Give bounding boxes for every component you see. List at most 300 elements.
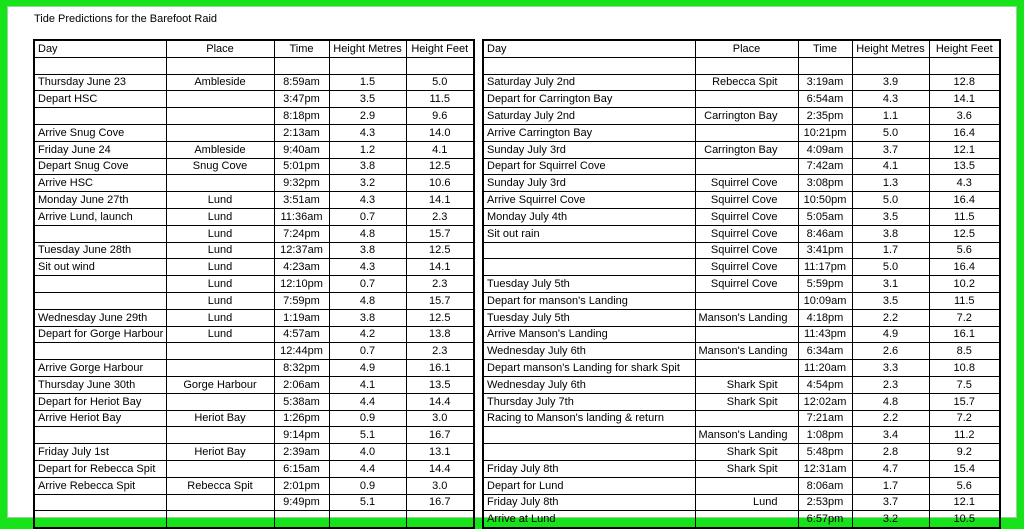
time-cell: 7:59pm bbox=[274, 292, 329, 309]
time-cell: 9:49pm bbox=[274, 494, 329, 511]
height-feet-cell: 11.5 bbox=[929, 208, 1000, 225]
table-row bbox=[34, 460, 474, 477]
day-cell: Depart for Gorge Harbour bbox=[34, 326, 166, 343]
day-cell bbox=[483, 242, 695, 259]
height-feet-cell: 12.1 bbox=[929, 494, 1000, 511]
column-header-height-feet: Height Feet bbox=[406, 40, 474, 57]
height-metres-cell: 3.8 bbox=[852, 225, 929, 242]
tide-sheet bbox=[7, 6, 1017, 526]
day-cell bbox=[34, 343, 166, 360]
table-row bbox=[34, 108, 474, 125]
place-cell bbox=[695, 124, 798, 141]
time-cell: 12:02am bbox=[798, 393, 852, 410]
height-metres-cell: 4.7 bbox=[852, 460, 929, 477]
table-row bbox=[483, 393, 1000, 410]
table-row bbox=[34, 276, 474, 293]
table-row bbox=[34, 158, 474, 175]
height-feet-cell: 3.0 bbox=[406, 410, 474, 427]
time-cell: 9:32pm bbox=[274, 175, 329, 192]
column-header-height-feet: Height Feet bbox=[929, 40, 1000, 57]
time-cell: 5:59pm bbox=[798, 276, 852, 293]
day-cell: Monday July 4th bbox=[483, 208, 695, 225]
place-cell bbox=[166, 343, 274, 360]
time-cell: 6:34am bbox=[798, 343, 852, 360]
height-metres-cell: 4.8 bbox=[852, 393, 929, 410]
day-cell: Saturday July 2nd bbox=[483, 108, 695, 125]
place-cell: Shark Spit bbox=[695, 460, 798, 477]
table-row bbox=[34, 175, 474, 192]
height-metres-cell: 1.3 bbox=[852, 175, 929, 192]
height-metres-cell: 3.8 bbox=[329, 309, 406, 326]
header-row bbox=[483, 40, 1000, 57]
table-row bbox=[34, 376, 474, 393]
height-feet-cell: 12.5 bbox=[929, 225, 1000, 242]
day-cell: Sunday July 3rd bbox=[483, 175, 695, 192]
day-cell: Arrive Lund, launch bbox=[34, 208, 166, 225]
height-metres-cell: 2.2 bbox=[852, 410, 929, 427]
day-cell: Depart for Carrington Bay bbox=[483, 91, 695, 108]
time-cell bbox=[798, 57, 852, 74]
place-cell bbox=[166, 91, 274, 108]
height-metres-cell: 4.0 bbox=[329, 444, 406, 461]
column-header-place: Place bbox=[166, 40, 274, 57]
time-cell: 10:09am bbox=[798, 292, 852, 309]
header-row bbox=[34, 40, 474, 57]
table-row bbox=[483, 309, 1000, 326]
table-row bbox=[483, 158, 1000, 175]
day-cell bbox=[34, 427, 166, 444]
time-cell: 2:13am bbox=[274, 124, 329, 141]
day-cell: Tuesday July 5th bbox=[483, 309, 695, 326]
height-metres-cell: 0.7 bbox=[329, 276, 406, 293]
day-cell bbox=[483, 57, 695, 74]
place-cell: Lund bbox=[166, 192, 274, 209]
height-metres-cell: 4.1 bbox=[329, 376, 406, 393]
height-metres-cell: 2.9 bbox=[329, 108, 406, 125]
table-row bbox=[483, 91, 1000, 108]
table-row bbox=[34, 494, 474, 511]
height-feet-cell: 10.6 bbox=[406, 175, 474, 192]
table-row bbox=[34, 124, 474, 141]
day-cell: Saturday July 2nd bbox=[483, 74, 695, 91]
time-cell: 11:20am bbox=[798, 360, 852, 377]
table-row bbox=[483, 477, 1000, 494]
day-cell: Arrive Rebecca Spit bbox=[34, 477, 166, 494]
place-cell: Rebecca Spit bbox=[166, 477, 274, 494]
height-feet-cell: 7.2 bbox=[929, 309, 1000, 326]
time-cell: 10:21pm bbox=[798, 124, 852, 141]
place-cell: Gorge Harbour bbox=[166, 376, 274, 393]
place-cell bbox=[695, 292, 798, 309]
day-cell: Wednesday July 6th bbox=[483, 343, 695, 360]
time-cell: 5:38am bbox=[274, 393, 329, 410]
table-row bbox=[34, 192, 474, 209]
place-cell bbox=[695, 326, 798, 343]
table-row bbox=[34, 477, 474, 494]
height-feet-cell: 4.3 bbox=[929, 175, 1000, 192]
place-cell: Heriot Bay bbox=[166, 410, 274, 427]
height-feet-cell: 14.1 bbox=[406, 259, 474, 276]
place-cell bbox=[695, 158, 798, 175]
height-metres-cell: 2.3 bbox=[852, 376, 929, 393]
height-metres-cell bbox=[329, 57, 406, 74]
time-cell bbox=[274, 511, 329, 528]
height-feet-cell: 11.5 bbox=[406, 91, 474, 108]
height-metres-cell: 0.7 bbox=[329, 208, 406, 225]
place-cell: Squirrel Cove bbox=[695, 259, 798, 276]
height-feet-cell: 10.5 bbox=[929, 511, 1000, 528]
time-cell: 5:48pm bbox=[798, 444, 852, 461]
time-cell: 2:01pm bbox=[274, 477, 329, 494]
table-row bbox=[34, 292, 474, 309]
time-cell: 8:32pm bbox=[274, 360, 329, 377]
time-cell: 1:19am bbox=[274, 309, 329, 326]
place-cell: Squirrel Cove bbox=[695, 225, 798, 242]
table-row bbox=[34, 393, 474, 410]
time-cell: 12:31am bbox=[798, 460, 852, 477]
table-row bbox=[483, 511, 1000, 528]
height-metres-cell: 4.4 bbox=[329, 460, 406, 477]
height-feet-cell: 2.3 bbox=[406, 208, 474, 225]
place-cell: Squirrel Cove bbox=[695, 192, 798, 209]
height-metres-cell: 3.5 bbox=[852, 292, 929, 309]
place-cell: Manson's Landing bbox=[695, 309, 798, 326]
time-cell: 3:47pm bbox=[274, 91, 329, 108]
day-cell: Friday July 1st bbox=[34, 444, 166, 461]
day-cell: Tuesday June 28th bbox=[34, 242, 166, 259]
height-metres-cell: 5.0 bbox=[852, 259, 929, 276]
table-row bbox=[34, 511, 474, 528]
day-cell: Friday June 24 bbox=[34, 141, 166, 158]
height-feet-cell: 3.0 bbox=[406, 477, 474, 494]
height-feet-cell: 4.1 bbox=[406, 141, 474, 158]
time-cell: 4:09am bbox=[798, 141, 852, 158]
place-cell: Lund bbox=[166, 292, 274, 309]
place-cell bbox=[166, 124, 274, 141]
height-metres-cell: 5.1 bbox=[329, 494, 406, 511]
place-cell bbox=[695, 91, 798, 108]
height-feet-cell bbox=[929, 57, 1000, 74]
place-cell bbox=[695, 360, 798, 377]
place-cell: Ambleside bbox=[166, 141, 274, 158]
height-metres-cell: 3.1 bbox=[852, 276, 929, 293]
day-cell: Depart for Squirrel Cove bbox=[483, 158, 695, 175]
height-feet-cell: 10.2 bbox=[929, 276, 1000, 293]
table-row bbox=[34, 360, 474, 377]
table-row bbox=[34, 343, 474, 360]
height-feet-cell: 13.8 bbox=[406, 326, 474, 343]
day-cell: Friday July 8th bbox=[483, 460, 695, 477]
time-cell: 8:59am bbox=[274, 74, 329, 91]
day-cell bbox=[483, 444, 695, 461]
height-metres-cell: 1.7 bbox=[852, 242, 929, 259]
height-feet-cell: 12.8 bbox=[929, 74, 1000, 91]
table-row bbox=[34, 326, 474, 343]
day-cell bbox=[34, 57, 166, 74]
day-cell: Depart Snug Cove bbox=[34, 158, 166, 175]
height-feet-cell: 15.7 bbox=[406, 292, 474, 309]
day-cell: Thursday June 23 bbox=[34, 74, 166, 91]
place-cell bbox=[166, 494, 274, 511]
height-feet-cell: 14.0 bbox=[406, 124, 474, 141]
place-cell: Carrington Bay bbox=[695, 141, 798, 158]
day-cell: Arrive HSC bbox=[34, 175, 166, 192]
table-row bbox=[483, 292, 1000, 309]
height-feet-cell: 12.1 bbox=[929, 141, 1000, 158]
place-cell: Ambleside bbox=[166, 74, 274, 91]
table-row bbox=[34, 444, 474, 461]
height-metres-cell: 4.9 bbox=[852, 326, 929, 343]
height-metres-cell: 3.3 bbox=[852, 360, 929, 377]
place-cell bbox=[695, 410, 798, 427]
place-cell bbox=[166, 360, 274, 377]
place-cell bbox=[166, 511, 274, 528]
table-row bbox=[483, 124, 1000, 141]
table-row bbox=[34, 225, 474, 242]
time-cell: 12:37am bbox=[274, 242, 329, 259]
day-cell: Sunday July 3rd bbox=[483, 141, 695, 158]
table-row bbox=[483, 57, 1000, 74]
day-cell bbox=[34, 108, 166, 125]
place-cell: Squirrel Cove bbox=[695, 276, 798, 293]
height-metres-cell: 4.8 bbox=[329, 225, 406, 242]
day-cell: Depart for Rebecca Spit bbox=[34, 460, 166, 477]
height-metres-cell: 3.4 bbox=[852, 427, 929, 444]
table-row bbox=[483, 343, 1000, 360]
table-row bbox=[483, 74, 1000, 91]
height-feet-cell: 15.7 bbox=[406, 225, 474, 242]
place-cell: Lund bbox=[166, 225, 274, 242]
place-cell: Rebecca Spit bbox=[695, 74, 798, 91]
height-metres-cell: 4.3 bbox=[329, 259, 406, 276]
height-metres-cell: 4.3 bbox=[852, 91, 929, 108]
time-cell: 7:21am bbox=[798, 410, 852, 427]
height-metres-cell: 3.7 bbox=[852, 141, 929, 158]
height-metres-cell: 0.9 bbox=[329, 410, 406, 427]
tide-table-right bbox=[482, 39, 1001, 529]
place-cell: Snug Cove bbox=[166, 158, 274, 175]
height-metres-cell bbox=[852, 57, 929, 74]
height-feet-cell: 14.1 bbox=[929, 91, 1000, 108]
time-cell bbox=[274, 57, 329, 74]
height-feet-cell: 12.5 bbox=[406, 158, 474, 175]
height-metres-cell: 3.2 bbox=[852, 511, 929, 528]
place-cell: Carrington Bay bbox=[695, 108, 798, 125]
time-cell: 2:39am bbox=[274, 444, 329, 461]
height-metres-cell: 1.1 bbox=[852, 108, 929, 125]
height-metres-cell: 5.0 bbox=[852, 124, 929, 141]
place-cell bbox=[695, 511, 798, 528]
table-row bbox=[483, 326, 1000, 343]
day-cell: Thursday July 7th bbox=[483, 393, 695, 410]
table-row bbox=[483, 427, 1000, 444]
day-cell bbox=[34, 225, 166, 242]
table-row bbox=[483, 242, 1000, 259]
place-cell bbox=[166, 393, 274, 410]
place-cell: Squirrel Cove bbox=[695, 208, 798, 225]
day-cell: Depart for Heriot Bay bbox=[34, 393, 166, 410]
column-header-time: Time bbox=[798, 40, 852, 57]
height-metres-cell: 3.7 bbox=[852, 494, 929, 511]
height-feet-cell: 13.5 bbox=[929, 158, 1000, 175]
time-cell: 11:17pm bbox=[798, 259, 852, 276]
height-metres-cell: 3.9 bbox=[852, 74, 929, 91]
place-cell: Lund bbox=[166, 259, 274, 276]
table-row bbox=[34, 91, 474, 108]
table-row bbox=[34, 410, 474, 427]
height-metres-cell: 4.3 bbox=[329, 124, 406, 141]
place-cell bbox=[695, 57, 798, 74]
place-cell: Shark Spit bbox=[695, 444, 798, 461]
height-metres-cell: 1.7 bbox=[852, 477, 929, 494]
height-metres-cell: 2.6 bbox=[852, 343, 929, 360]
height-metres-cell: 3.5 bbox=[329, 91, 406, 108]
place-cell: Lund bbox=[166, 242, 274, 259]
column-header-time: Time bbox=[274, 40, 329, 57]
time-cell: 1:08pm bbox=[798, 427, 852, 444]
height-metres-cell: 4.9 bbox=[329, 360, 406, 377]
place-cell bbox=[166, 427, 274, 444]
day-cell bbox=[34, 511, 166, 528]
time-cell: 8:18pm bbox=[274, 108, 329, 125]
day-cell bbox=[34, 276, 166, 293]
place-cell: Shark Spit bbox=[695, 376, 798, 393]
place-cell bbox=[166, 57, 274, 74]
place-cell: Lund bbox=[166, 309, 274, 326]
height-metres-cell: 4.8 bbox=[329, 292, 406, 309]
height-metres-cell: 3.2 bbox=[329, 175, 406, 192]
place-cell: Lund bbox=[695, 494, 798, 511]
time-cell: 1:26pm bbox=[274, 410, 329, 427]
height-metres-cell: 5.1 bbox=[329, 427, 406, 444]
day-cell: Monday June 27th bbox=[34, 192, 166, 209]
height-feet-cell: 3.6 bbox=[929, 108, 1000, 125]
time-cell: 4:57am bbox=[274, 326, 329, 343]
table-row bbox=[483, 460, 1000, 477]
height-metres-cell bbox=[329, 511, 406, 528]
day-cell: Arrive Snug Cove bbox=[34, 124, 166, 141]
time-cell: 6:54am bbox=[798, 91, 852, 108]
height-metres-cell: 4.1 bbox=[852, 158, 929, 175]
place-cell bbox=[166, 460, 274, 477]
time-cell: 3:41pm bbox=[798, 242, 852, 259]
day-cell: Depart manson's Landing for shark Spit bbox=[483, 360, 695, 377]
day-cell: Depart for manson's Landing bbox=[483, 292, 695, 309]
table-row bbox=[34, 309, 474, 326]
place-cell: Shark Spit bbox=[695, 393, 798, 410]
table-row bbox=[483, 259, 1000, 276]
column-header-day: Day bbox=[483, 40, 695, 57]
height-feet-cell: 14.4 bbox=[406, 393, 474, 410]
height-feet-cell: 7.5 bbox=[929, 376, 1000, 393]
time-cell: 3:08pm bbox=[798, 175, 852, 192]
height-metres-cell: 2.2 bbox=[852, 309, 929, 326]
place-cell: Heriot Bay bbox=[166, 444, 274, 461]
height-feet-cell: 14.1 bbox=[406, 192, 474, 209]
table-row bbox=[34, 57, 474, 74]
day-cell: Depart HSC bbox=[34, 91, 166, 108]
time-cell: 6:57pm bbox=[798, 511, 852, 528]
time-cell: 2:53pm bbox=[798, 494, 852, 511]
height-metres-cell: 1.5 bbox=[329, 74, 406, 91]
day-cell: Sit out wind bbox=[34, 259, 166, 276]
height-feet-cell: 5.0 bbox=[406, 74, 474, 91]
time-cell: 5:01pm bbox=[274, 158, 329, 175]
day-cell: Thursday June 30th bbox=[34, 376, 166, 393]
height-feet-cell: 11.5 bbox=[929, 292, 1000, 309]
height-feet-cell: 5.6 bbox=[929, 477, 1000, 494]
height-feet-cell: 2.3 bbox=[406, 343, 474, 360]
height-feet-cell: 16.1 bbox=[406, 360, 474, 377]
table-row bbox=[34, 427, 474, 444]
place-cell: Lund bbox=[166, 326, 274, 343]
day-cell: Friday July 8th bbox=[483, 494, 695, 511]
time-cell: 10:50pm bbox=[798, 192, 852, 209]
tide-table-left-body bbox=[34, 57, 474, 528]
height-metres-cell: 3.8 bbox=[329, 242, 406, 259]
day-cell: Arrive Gorge Harbour bbox=[34, 360, 166, 377]
place-cell bbox=[166, 108, 274, 125]
height-metres-cell: 0.7 bbox=[329, 343, 406, 360]
table-row bbox=[483, 444, 1000, 461]
height-feet-cell: 16.4 bbox=[929, 192, 1000, 209]
day-cell: Racing to Manson's landing & return bbox=[483, 410, 695, 427]
time-cell: 11:43pm bbox=[798, 326, 852, 343]
page-title: Tide Predictions for the Barefoot Raid bbox=[34, 13, 218, 25]
table-row bbox=[34, 259, 474, 276]
height-feet-cell: 9.6 bbox=[406, 108, 474, 125]
table-row bbox=[34, 242, 474, 259]
time-cell: 2:35pm bbox=[798, 108, 852, 125]
height-feet-cell: 7.2 bbox=[929, 410, 1000, 427]
time-cell: 3:19am bbox=[798, 74, 852, 91]
tide-table-left bbox=[33, 39, 475, 529]
height-feet-cell bbox=[406, 511, 474, 528]
day-cell: Depart for Lund bbox=[483, 477, 695, 494]
table-row bbox=[34, 208, 474, 225]
height-metres-cell: 0.9 bbox=[329, 477, 406, 494]
day-cell: Arrive Squirrel Cove bbox=[483, 192, 695, 209]
column-header-height-metres: Height Metres bbox=[329, 40, 406, 57]
time-cell: 12:10pm bbox=[274, 276, 329, 293]
height-metres-cell: 4.4 bbox=[329, 393, 406, 410]
day-cell: Arrive Heriot Bay bbox=[34, 410, 166, 427]
table-row bbox=[483, 360, 1000, 377]
day-cell bbox=[483, 427, 695, 444]
height-feet-cell: 16.1 bbox=[929, 326, 1000, 343]
place-cell: Manson's Landing bbox=[695, 343, 798, 360]
place-cell bbox=[166, 175, 274, 192]
height-metres-cell: 2.8 bbox=[852, 444, 929, 461]
day-cell: Wednesday June 29th bbox=[34, 309, 166, 326]
height-feet-cell: 13.5 bbox=[406, 376, 474, 393]
height-feet-cell: 16.4 bbox=[929, 124, 1000, 141]
height-feet-cell: 12.5 bbox=[406, 309, 474, 326]
height-feet-cell: 8.5 bbox=[929, 343, 1000, 360]
time-cell: 9:14pm bbox=[274, 427, 329, 444]
height-feet-cell: 2.3 bbox=[406, 276, 474, 293]
height-metres-cell: 3.5 bbox=[852, 208, 929, 225]
height-feet-cell: 10.8 bbox=[929, 360, 1000, 377]
height-feet-cell: 16.7 bbox=[406, 427, 474, 444]
height-feet-cell: 16.4 bbox=[929, 259, 1000, 276]
time-cell: 11:36am bbox=[274, 208, 329, 225]
place-cell: Squirrel Cove bbox=[695, 175, 798, 192]
time-cell: 6:15am bbox=[274, 460, 329, 477]
height-metres-cell: 4.2 bbox=[329, 326, 406, 343]
time-cell: 12:44pm bbox=[274, 343, 329, 360]
table-row bbox=[34, 74, 474, 91]
